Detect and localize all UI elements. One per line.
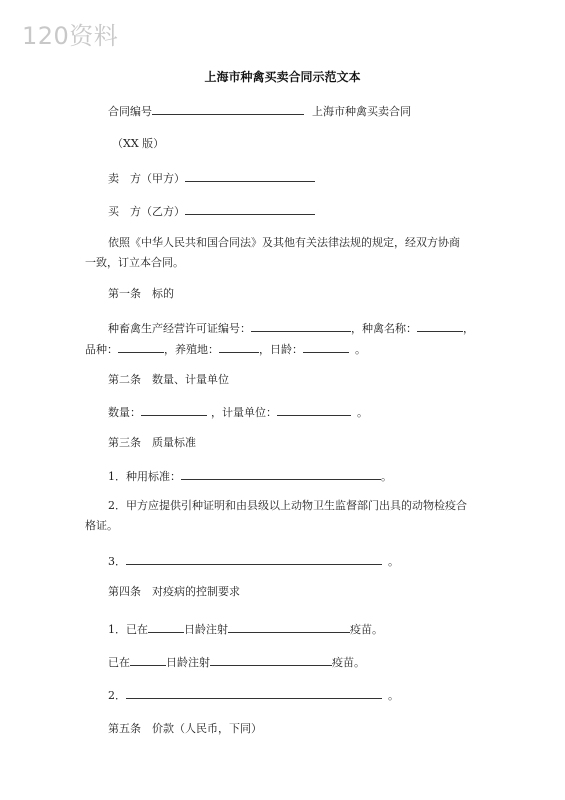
quantity-label: 数量： (108, 406, 141, 419)
article-2-line (108, 404, 368, 420)
punct: 。 (357, 406, 368, 419)
article-3-item-2 (85, 496, 485, 536)
punct: 。 (355, 343, 366, 356)
vaccine-name-blank (228, 621, 350, 633)
vaccine-prefix: 已在 (108, 656, 130, 669)
farm-label: ，养殖地： (164, 343, 219, 356)
breed-name-label: ，种禽名称： (351, 322, 417, 335)
article-4-heading: 第四条 对疫病的控制要求 (108, 585, 240, 598)
vaccine-age-blank (148, 621, 184, 633)
vaccine-prefix: 1．已在 (108, 623, 148, 636)
punct: 。 (381, 470, 392, 483)
article-5-heading: 第五条 价款（人民币，下同） (108, 722, 262, 735)
seller-blank (185, 170, 315, 182)
article-4-item-1 (108, 621, 383, 637)
watermark: 120资料 (22, 22, 119, 50)
preamble-line-2: 一致，订立本合同。 (85, 256, 184, 269)
vaccine-suffix: 疫苗。 (350, 623, 383, 636)
vaccine-age-blank (130, 654, 166, 666)
preamble-line-1: 依照《中华人民共和国合同法》及其他有关法律法规的规定，经双方协商 (108, 236, 460, 249)
item-2-blank (126, 687, 382, 699)
article-3-heading: 第三条 质量标准 (108, 436, 196, 449)
document-title: 上海市种禽买卖合同示范文本 (204, 70, 361, 84)
article-1-line-2 (85, 341, 366, 357)
farm-blank (219, 341, 259, 353)
item-number: 3． (108, 555, 126, 568)
quantity-blank (141, 404, 207, 416)
unit-label: ，计量单位： (211, 406, 277, 419)
age-label: ，日龄： (259, 343, 303, 356)
contract-number-label: 合同编号 (108, 105, 152, 118)
vaccine-name-blank (210, 654, 332, 666)
seller-label: 卖 方（甲方） (108, 172, 185, 185)
punct: 。 (388, 689, 399, 702)
contract-number-line (108, 103, 411, 119)
article-3-item-2-line-1: 2．甲方应提供引种证明和由县级以上动物卫生监督部门出具的动物检疫合 (108, 499, 467, 512)
article-3-item-1 (108, 468, 392, 484)
article-1-line-1 (108, 320, 474, 336)
article-3-item-2-line-2: 格证。 (85, 519, 118, 532)
item-3-blank (126, 553, 382, 565)
punct: ， (463, 322, 474, 335)
vaccine-mid: 日龄注射 (184, 623, 228, 636)
standard-label: 1．种用标准： (108, 470, 181, 483)
vaccine-suffix: 疫苗。 (332, 656, 365, 669)
article-4-item-2 (108, 687, 399, 703)
article-4-item-1b (108, 654, 365, 670)
preamble (85, 233, 485, 273)
version-line: （XX 版） (112, 137, 165, 150)
article-2-heading: 第二条 数量、计量单位 (108, 373, 229, 386)
buyer-blank (185, 203, 315, 215)
seller-line (108, 170, 315, 186)
unit-blank (277, 404, 351, 416)
license-blank (251, 320, 351, 332)
variety-blank (118, 341, 164, 353)
standard-blank (181, 468, 381, 480)
variety-label: 品种： (85, 343, 118, 356)
license-label: 种畜禽生产经营许可证编号： (108, 322, 251, 335)
buyer-label: 买 方（乙方） (108, 205, 185, 218)
breed-name-blank (417, 320, 463, 332)
contract-number-blank (152, 103, 304, 115)
buyer-line (108, 203, 315, 219)
article-1-heading: 第一条 标的 (108, 287, 174, 300)
vaccine-mid: 日龄注射 (166, 656, 210, 669)
article-3-item-3 (108, 553, 399, 569)
contract-name: 上海市种禽买卖合同 (312, 105, 411, 118)
item-number: 2． (108, 689, 126, 702)
age-blank (303, 341, 349, 353)
punct: 。 (388, 555, 399, 568)
